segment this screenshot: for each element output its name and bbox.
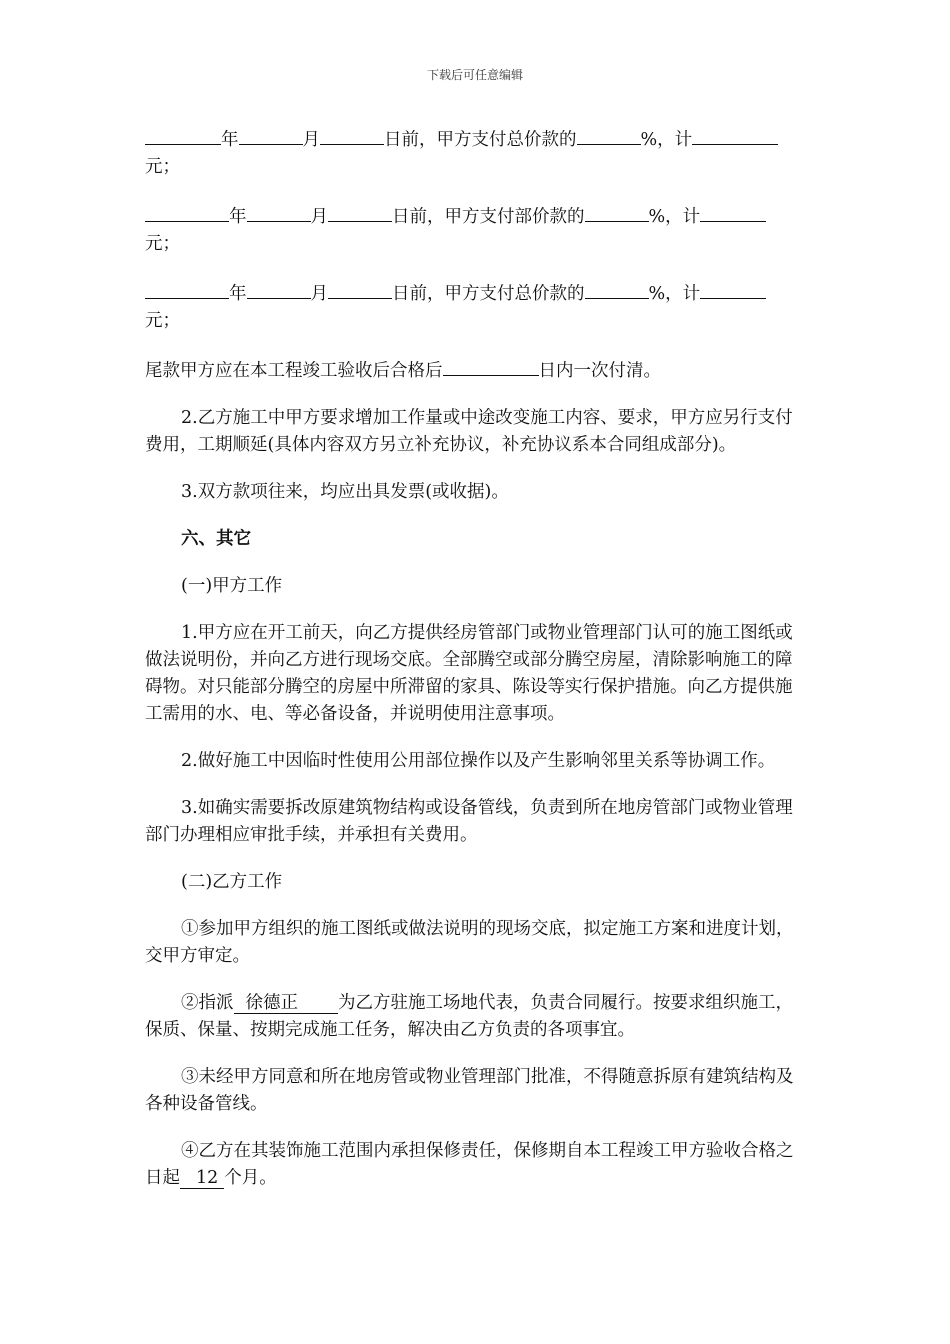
blank-day — [320, 124, 384, 145]
item-text: ④乙方在其装饰施工范围内承担保修责任，保修期自本工程竣工甲方验收合格之日起 — [145, 1141, 794, 1188]
item-suffix: 个月。 — [224, 1168, 277, 1188]
payment-line-1 — [145, 124, 807, 181]
blank-day — [328, 278, 392, 299]
warranty-months: 12 — [180, 1168, 224, 1189]
label-yuan: 元； — [145, 157, 180, 177]
blank-percent — [585, 278, 649, 299]
blank-percent — [577, 124, 641, 145]
item-text: 为乙方驻施工场地代表，负责合同履行。按要求组织施工，保质、保量、按期完成施工任务，解决由乙方负责的各项事宜。 — [145, 993, 793, 1040]
blank-percent — [585, 201, 649, 222]
label-month: 月 — [310, 207, 328, 227]
subheading-party-b: (二)乙方工作 — [181, 872, 283, 892]
clause-5-2: 2.乙方施工中甲方要求增加工作量或中途改变施工内容、要求，甲方应另行支付费用，工期顺延(具体内容双方另立补充协议，补充协议系本合同组成部分)。 — [145, 408, 793, 455]
blank-month — [247, 278, 311, 299]
blank-year — [145, 201, 229, 222]
label-year: 年 — [229, 284, 247, 304]
final-payment-line — [145, 355, 807, 385]
party-a-item-3: 3.如确实需要拆改原建筑物结构或设备管线，负责到所在地房管部门或物业管理部门办理相应审批手续，并承担有关费用。 — [145, 798, 793, 845]
page-header: 下载后可任意编辑 — [426, 68, 523, 82]
item-prefix: ②指派 — [181, 993, 234, 1013]
blank-amount — [692, 124, 778, 145]
label-day-text: 日前，甲方支付总价款的 — [392, 284, 585, 304]
label-day-text: 日前，甲方支付部价款的 — [392, 207, 585, 227]
label-yuan: 元； — [145, 234, 180, 254]
blank-year — [145, 278, 229, 299]
blank-month — [239, 124, 303, 145]
party-b-item-1: ①参加甲方组织的施工图纸或做法说明的现场交底，拟定施工方案和进度计划，交甲方审定。 — [145, 919, 794, 966]
final-payment-text: 尾款甲方应在本工程竣工验收后合格后 — [145, 361, 443, 381]
section-heading-6: 六、其它 — [181, 529, 251, 549]
party-b-item-3: ③未经甲方同意和所在地房管或物业管理部门批准，不得随意拆原有建筑结构及各种设备管线。 — [145, 1067, 794, 1114]
party-b-item-2 — [145, 990, 807, 1044]
blank-month — [247, 201, 311, 222]
document-body — [145, 124, 807, 1192]
blank-amount — [700, 278, 766, 299]
blank-day — [328, 201, 392, 222]
label-month: 月 — [302, 130, 320, 150]
blank-amount — [700, 201, 766, 222]
label-percent: %，计 — [640, 130, 693, 150]
label-yuan: 元； — [145, 311, 180, 331]
label-year: 年 — [229, 207, 247, 227]
payment-line-2 — [145, 201, 807, 258]
payment-line-3 — [145, 278, 807, 335]
party-a-item-2: 2.做好施工中因临时性使用公用部位操作以及产生影响邻里关系等协调工作。 — [181, 751, 776, 771]
site-representative-name: 徐德正 — [234, 993, 339, 1014]
label-month: 月 — [310, 284, 328, 304]
party-b-item-4 — [145, 1138, 807, 1192]
clause-5-3: 3.双方款项往来，均应出具发票(或收据)。 — [181, 482, 509, 502]
label-percent: %，计 — [648, 284, 701, 304]
party-a-item-1: 1.甲方应在开工前天，向乙方提供经房管部门或物业管理部门认可的施工图纸或做法说明份，并向乙方进行现场交底。全部腾空或部分腾空房屋，清除影响施工的障碍物。对只能部分腾空的房屋中所滞留的家具、陈设等实行保护措施。向乙方提供施工需用的水、电、等必备设备，并说明使用注意事项。 — [145, 623, 793, 724]
blank-year — [145, 124, 221, 145]
final-payment-suffix: 日内一次付清。 — [538, 361, 661, 381]
label-percent: %，计 — [648, 207, 701, 227]
blank-days — [443, 355, 539, 376]
label-day-text: 日前，甲方支付总价款的 — [384, 130, 577, 150]
subheading-party-a: (一)甲方工作 — [181, 576, 283, 596]
label-year: 年 — [221, 130, 239, 150]
